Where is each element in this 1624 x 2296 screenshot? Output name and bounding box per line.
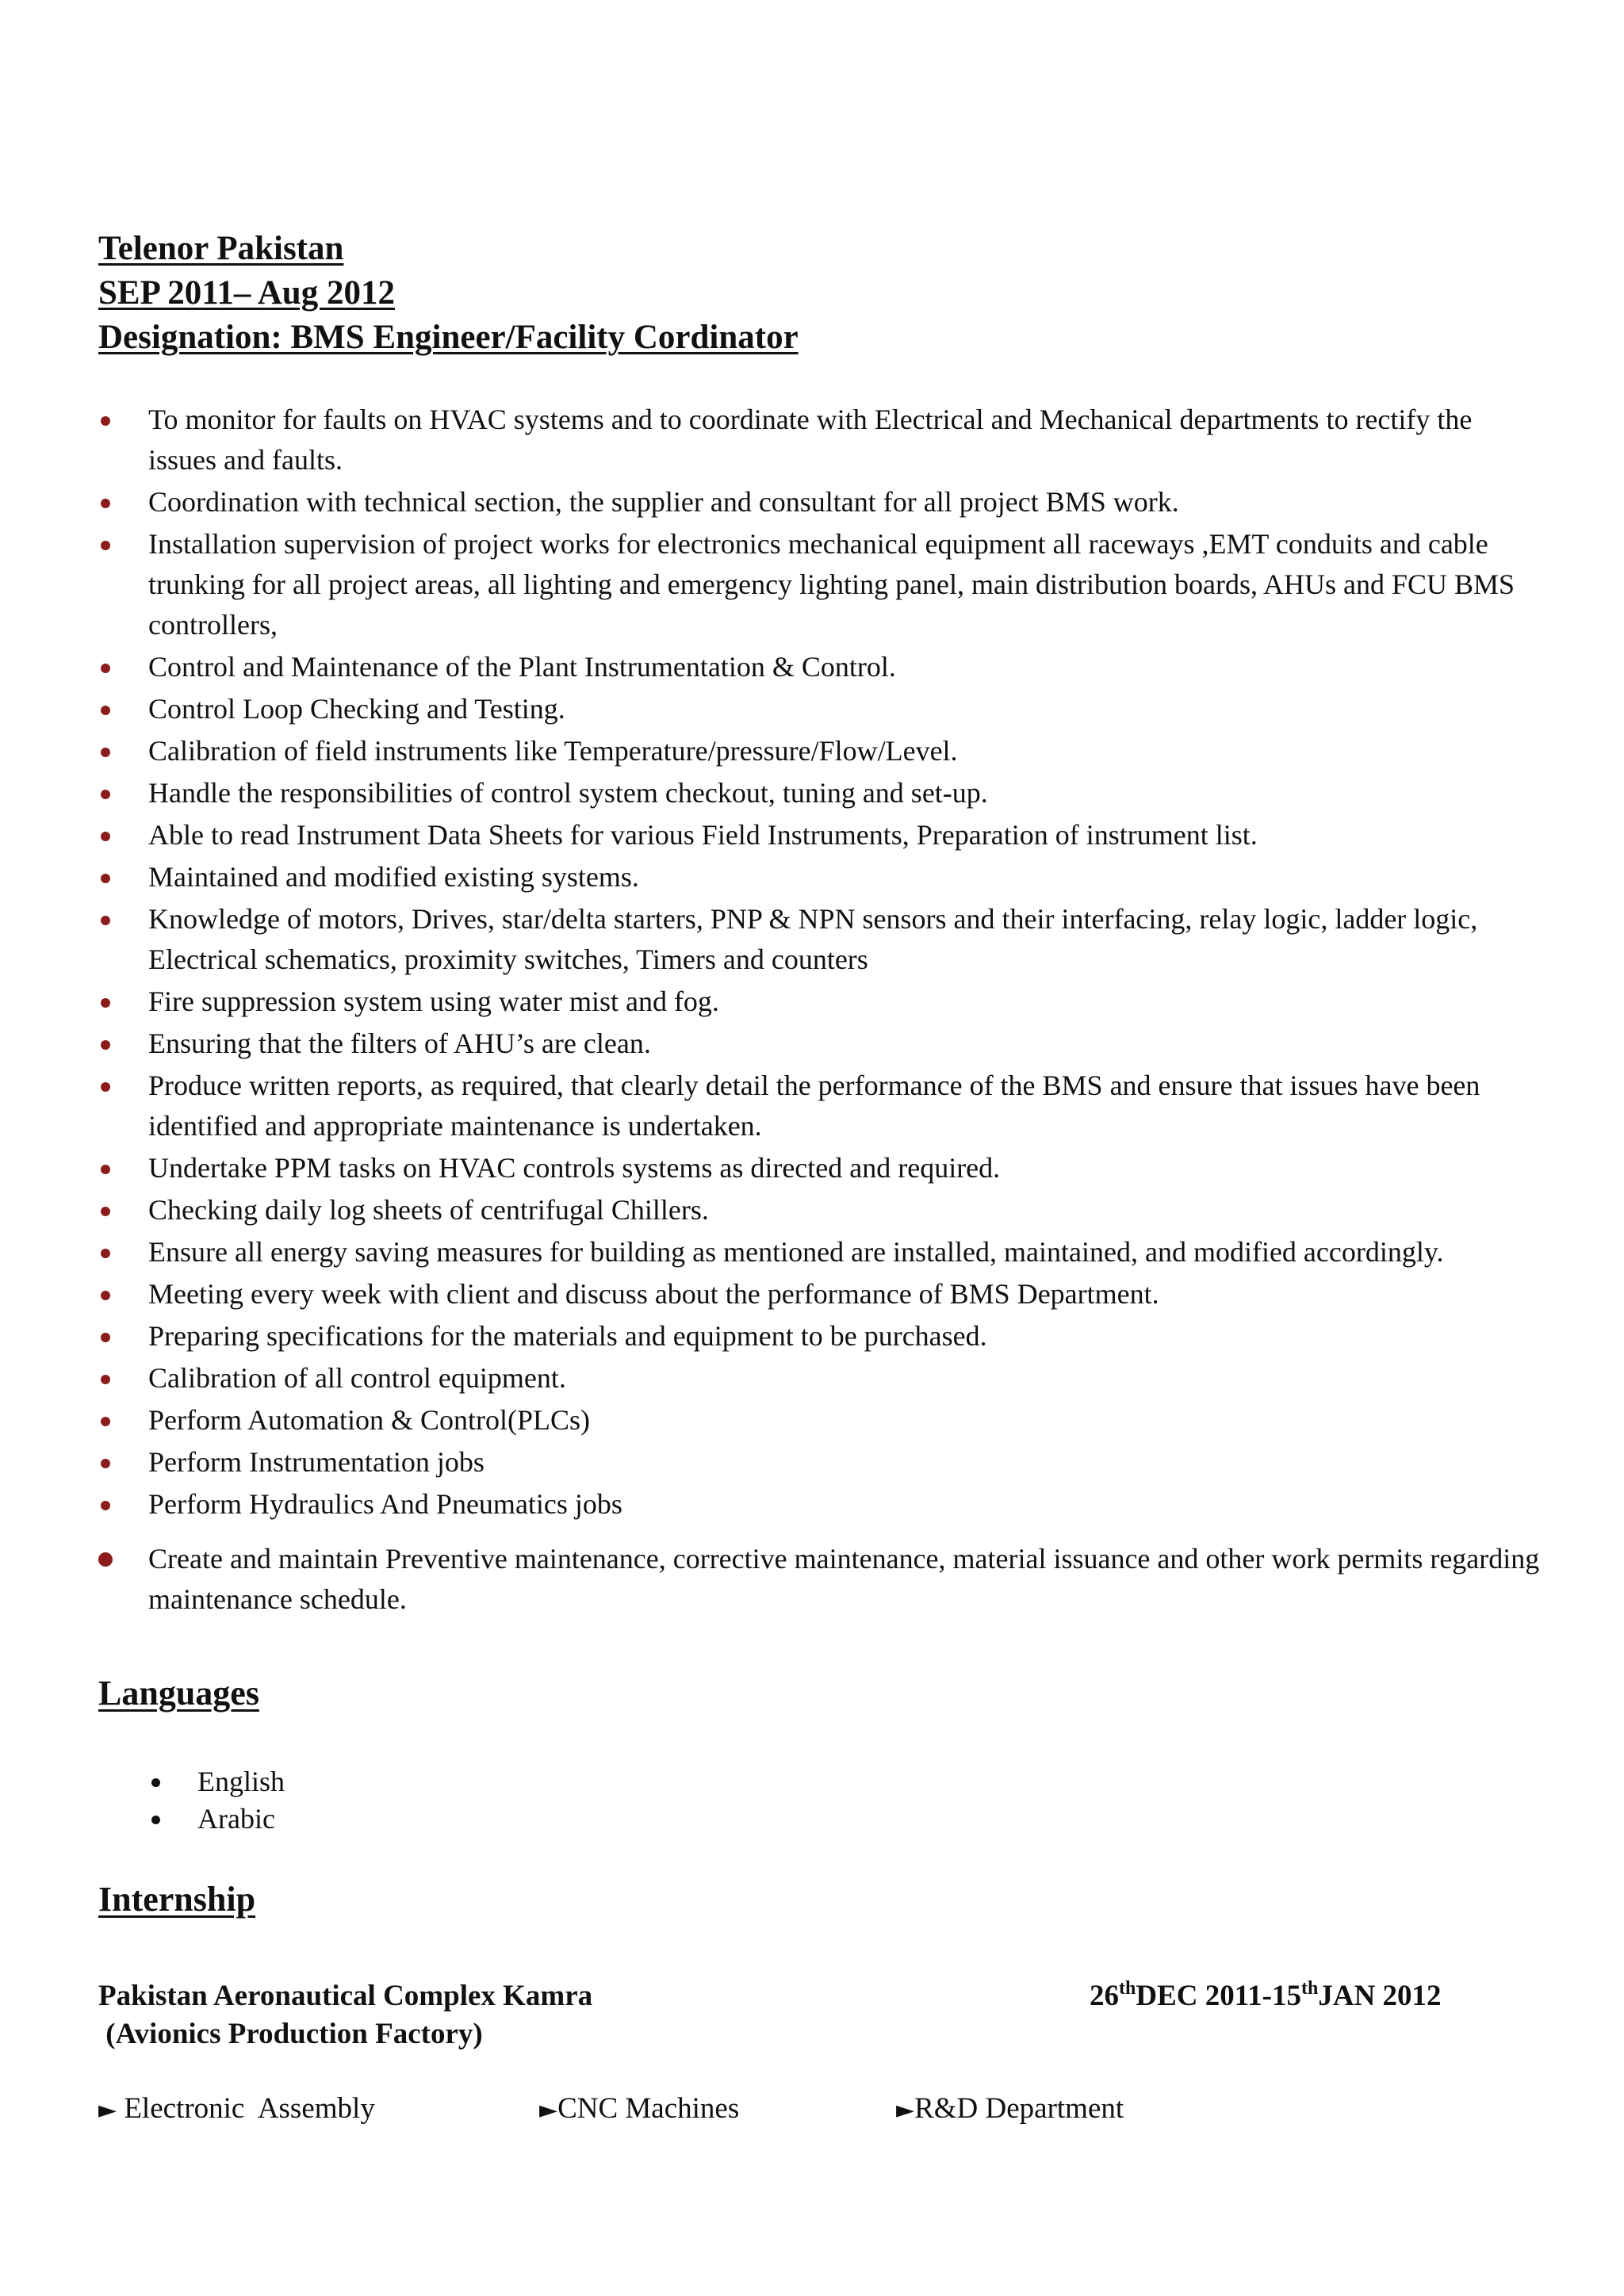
duty-item: Produce written reports, as required, that clearly detail the performance of the BMS and ensure that issues have been identified and appropriate maintenance is undertaken. bbox=[98, 1066, 1542, 1146]
department-label: R&D Department bbox=[914, 2092, 1124, 2125]
duty-item: To monitor for faults on HVAC systems and to coordinate with Electrical and Mechanical departments to rectify the issues and faults. bbox=[98, 400, 1542, 480]
factory-name: (Avionics Production Factory) bbox=[98, 2018, 483, 2050]
arrow-right-icon: ► bbox=[539, 2096, 558, 2124]
duty-item: Undertake PPM tasks on HVAC controls systems as directed and required. bbox=[98, 1148, 1542, 1188]
duty-item: Perform Hydraulics And Pneumatics jobs bbox=[98, 1484, 1542, 1525]
duty-item: Installation supervision of project works for electronics mechanical equipment all raceways ,EMT conduits and cable trunking for all project areas, all lighting and emergency lighting panel, main distribution boards, AHUs and FCU BMS controllers, bbox=[98, 524, 1542, 645]
duty-item: Control and Maintenance of the Plant Instrumentation & Control. bbox=[98, 647, 1542, 687]
arrow-right-icon: ► bbox=[98, 2096, 117, 2124]
duty-item: Maintained and modified existing systems. bbox=[98, 857, 1542, 897]
company-name: Telenor Pakistan bbox=[98, 230, 344, 267]
designation: Designation: BMS Engineer/Facility Cordinator bbox=[98, 319, 799, 356]
duty-item: Handle the responsibilities of control system checkout, tuning and set-up. bbox=[98, 773, 1542, 813]
internship-organization bbox=[98, 1977, 592, 2053]
department-item bbox=[896, 2090, 1124, 2130]
internship-dates bbox=[1090, 1977, 1442, 2015]
end-date-rest: JAN 2012 bbox=[1318, 1980, 1442, 2012]
duties-list bbox=[98, 400, 1542, 1621]
duty-item: Checking daily log sheets of centrifugal Chillers. bbox=[98, 1190, 1542, 1230]
arrow-right-icon: ► bbox=[896, 2096, 915, 2124]
duty-item: Preparing specifications for the materials and equipment to be purchased. bbox=[98, 1316, 1542, 1357]
department-label: Electronic Assembly bbox=[124, 2092, 375, 2125]
department-label: CNC Machines bbox=[557, 2092, 740, 2125]
duty-item: Control Loop Checking and Testing. bbox=[98, 689, 1542, 729]
duty-item: Coordination with technical section, the supplier and consultant for all project BMS work. bbox=[98, 482, 1542, 522]
duty-item: Knowledge of motors, Drives, star/delta starters, PNP & NPN sensors and their interfacing, relay logic, ladder logic, Electrical schematics, proximity switches, Timers and counters bbox=[98, 899, 1542, 980]
start-day: 26 bbox=[1090, 1980, 1119, 2012]
duty-item: Perform Instrumentation jobs bbox=[98, 1442, 1542, 1483]
organization-name: Pakistan Aeronautical Complex Kamra bbox=[98, 1980, 593, 2012]
languages-heading: Languages bbox=[98, 1674, 259, 1712]
language-item: English bbox=[147, 1763, 285, 1800]
end-day-suffix: th bbox=[1301, 1978, 1319, 1999]
languages-list bbox=[147, 1763, 285, 1838]
job-header bbox=[98, 227, 799, 360]
employment-period: SEP 2011– Aug 2012 bbox=[98, 274, 395, 312]
department-item bbox=[539, 2090, 739, 2130]
duty-item: Create and maintain Preventive maintenance, corrective maintenance, material issuance and other work permits regarding maintenance schedule. bbox=[98, 1539, 1542, 1620]
language-item: Arabic bbox=[147, 1800, 285, 1838]
duty-item: Fire suppression system using water mist and fog. bbox=[98, 982, 1542, 1022]
duty-item: Ensure all energy saving measures for building as mentioned are installed, maintained, and modified accordingly. bbox=[98, 1232, 1542, 1272]
start-day-suffix: th bbox=[1119, 1978, 1136, 1999]
duty-item: Calibration of all control equipment. bbox=[98, 1358, 1542, 1399]
duty-item: Ensuring that the filters of AHU’s are clean. bbox=[98, 1024, 1542, 1064]
duty-item: Meeting every week with client and discuss about the performance of BMS Department. bbox=[98, 1274, 1542, 1314]
start-date-rest: DEC 2011-15 bbox=[1136, 1980, 1301, 2012]
duty-item: Perform Automation & Control(PLCs) bbox=[98, 1400, 1542, 1441]
duty-item: Able to read Instrument Data Sheets for various Field Instruments, Preparation of instrument list. bbox=[98, 815, 1542, 855]
department-item bbox=[98, 2090, 375, 2130]
internship-heading: Internship bbox=[98, 1880, 256, 1919]
duty-item: Calibration of field instruments like Temperature/pressure/Flow/Level. bbox=[98, 731, 1542, 771]
